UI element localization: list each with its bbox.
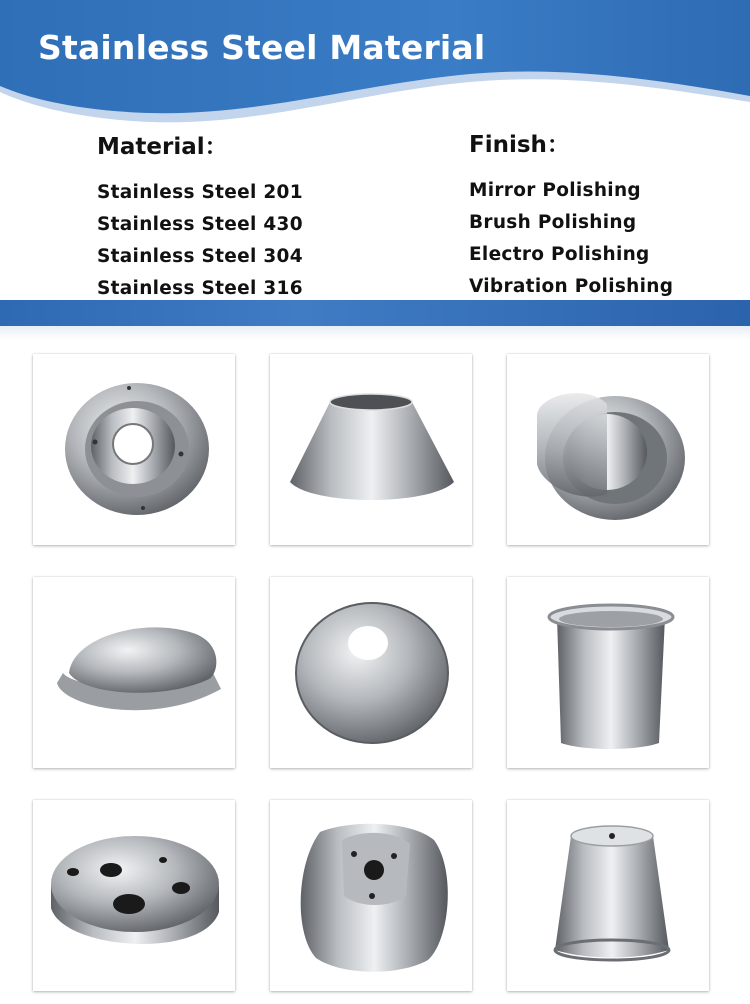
flanged-cup-image: [507, 354, 709, 545]
product-card: [270, 354, 472, 545]
header-banner: [0, 0, 750, 130]
finish-heading: Finish：: [469, 132, 570, 158]
flanged-plate-image: [33, 354, 235, 545]
product-card: [33, 577, 235, 768]
material-section: [97, 128, 303, 305]
product-card: [33, 800, 235, 991]
product-card: [33, 354, 235, 545]
material-item: Stainless Steel 304: [97, 246, 303, 267]
finish-list: [469, 175, 673, 303]
finish-item: Brush Polishing: [469, 212, 637, 233]
bell-cover-image: [507, 800, 709, 991]
product-card: [507, 354, 709, 545]
product-card: [270, 800, 472, 991]
straight-pot-image: [507, 577, 709, 768]
finish-item: Mirror Polishing: [469, 180, 641, 201]
material-item: Stainless Steel 316: [97, 278, 303, 299]
finish-item: Electro Polishing: [469, 244, 650, 265]
divider-shadow: [0, 326, 750, 340]
cone-hood-image: [270, 354, 472, 545]
material-list: [97, 177, 303, 305]
perforated-cover-image: [33, 800, 235, 991]
divider-band: [0, 300, 750, 326]
material-heading: Material：: [97, 134, 228, 160]
finish-section: [469, 126, 673, 303]
lamp-shade-image: [270, 800, 472, 991]
finish-item: Vibration Polishing: [469, 276, 674, 297]
rounded-tray-image: [33, 577, 235, 768]
product-card: [270, 577, 472, 768]
material-item: Stainless Steel 201: [97, 182, 303, 203]
dome-cap-image: [270, 577, 472, 768]
page-title: Stainless Steel Material: [38, 28, 486, 67]
material-item: Stainless Steel 430: [97, 214, 303, 235]
product-card: [507, 800, 709, 991]
product-card: [507, 577, 709, 768]
